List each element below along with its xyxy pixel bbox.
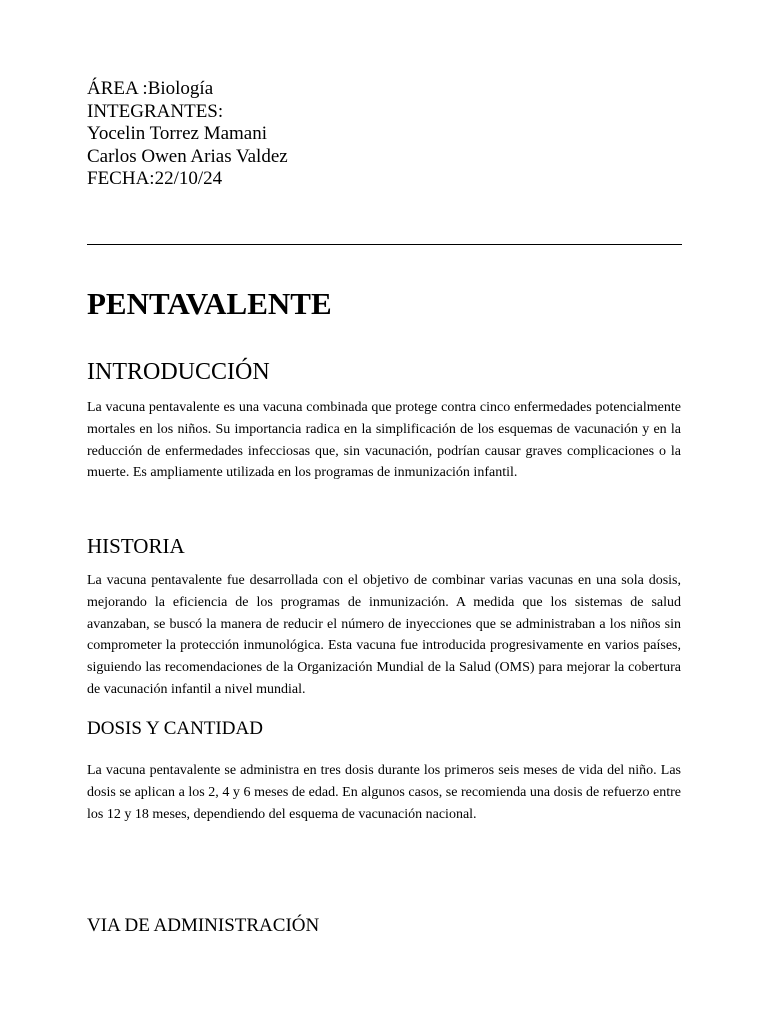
member-name: Carlos Owen Arias Valdez	[87, 145, 288, 167]
area-line: ÁREA :Biología	[87, 78, 214, 99]
integrantes-label: INTEGRANTES:	[87, 100, 224, 122]
section-heading-introduccion: INTRODUCCIÓN	[87, 359, 270, 385]
section-heading-historia: HISTORIA	[87, 534, 185, 558]
document-title: PENTAVALENTE	[87, 286, 332, 321]
section-heading-via-administracion: VIA DE ADMINISTRACIÓN	[87, 915, 320, 936]
date-line: FECHA:22/10/24	[87, 168, 223, 189]
section-body-historia: La vacuna pentavalente fue desarrollada con el objetivo de combinar varias vacunas en una sola dosis, mejorando la eficiencia de los programas de inmunización. A medida que los sistemas de salud avanzaban, se buscó la manera de reducir el número de inyecciones que se administraban a los niños sin comprometer la protección inmunológica. Esta vacuna fue introducida progresivamente en varios países, siguiendo las recomendaciones de la Organización Mundial de la Salud (OMS) para mejorar la cobertura de vacunación infantil a nivel mundial.	[87, 573, 681, 697]
member-name: Yocelin Torrez Mamani	[87, 123, 268, 144]
document-header	[87, 78, 687, 191]
horizontal-divider	[87, 244, 682, 245]
section-heading-dosis: DOSIS Y CANTIDAD	[87, 718, 263, 739]
section-body-introduccion: La vacuna pentavalente es una vacuna combinada que protege contra cinco enfermedades potencialmente mortales en los niños. Su importancia radica en la simplificación de los esquemas de vacunación y en la reducción de enfermedades infecciosas que, sin vacunación, podrían causar graves complicaciones o la muerte. Es ampliamente utilizada en los programas de inmunización infantil.	[87, 400, 681, 481]
section-body-dosis: La vacuna pentavalente se administra en tres dosis durante los primeros seis meses de vida del niño. Las dosis se aplican a los 2, 4 y 6 meses de edad. En algunos casos, se recomienda una dosis de refuerzo entre los 12 y 18 meses, dependiendo del esquema de vacunación nacional.	[87, 763, 681, 822]
